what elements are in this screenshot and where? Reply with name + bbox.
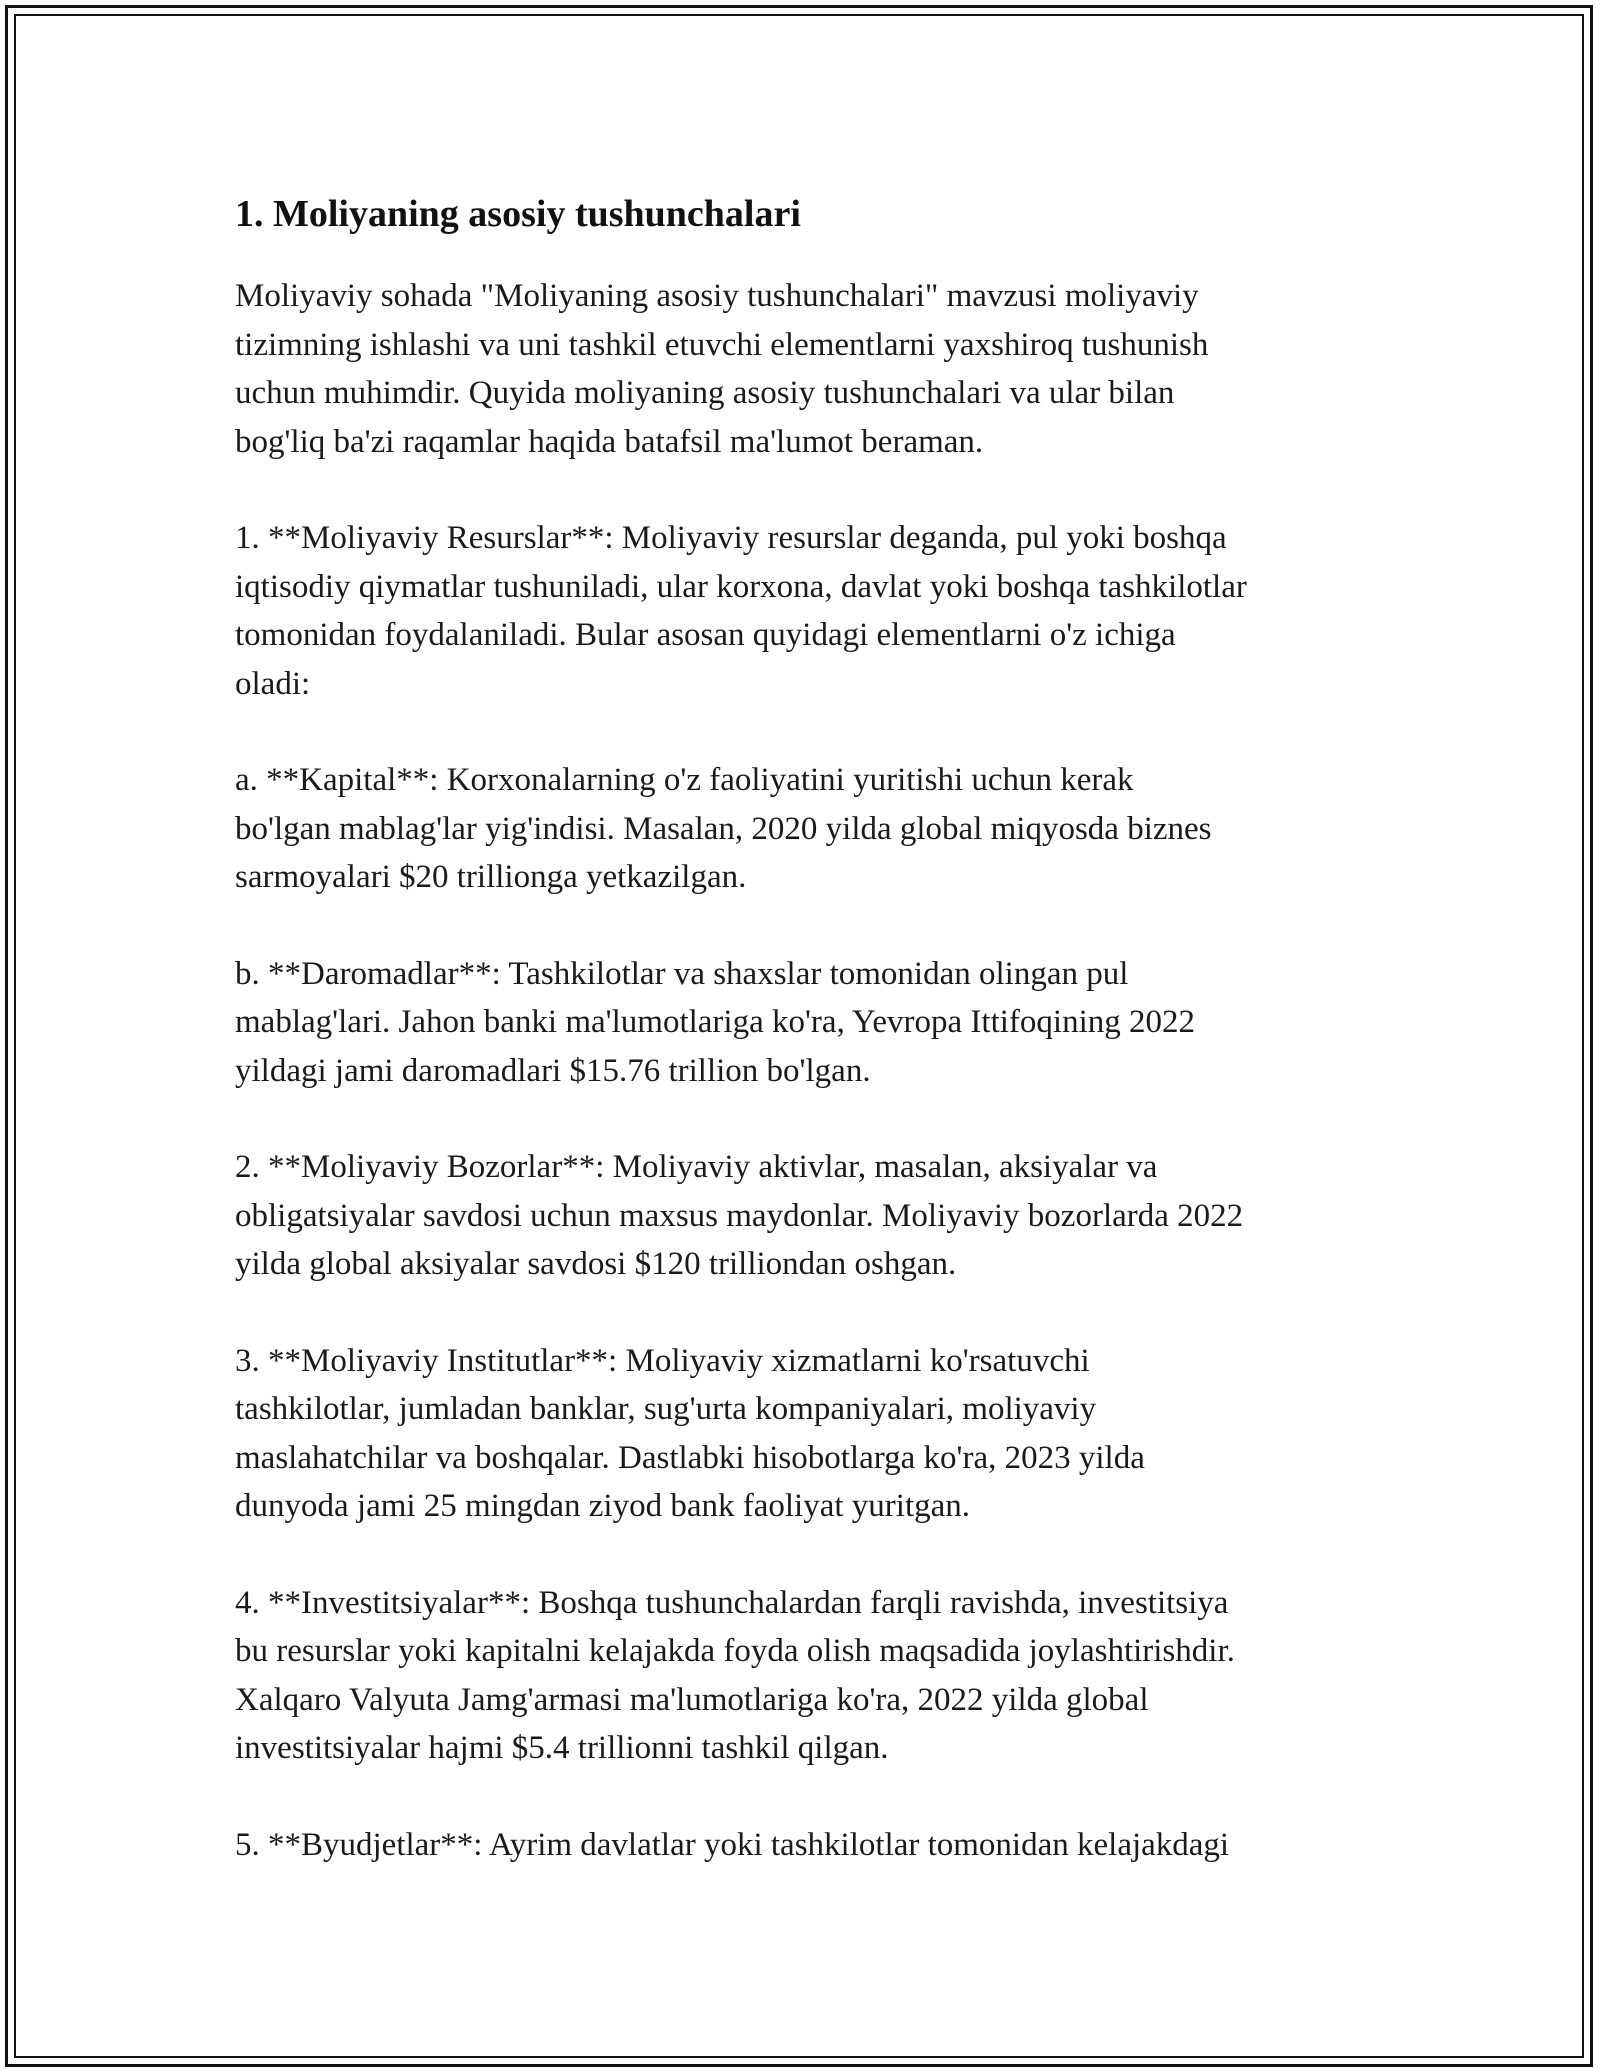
- section-investitsiyalar: 4. **Investitsiyalar**: Boshqa tushunchalardan farqli ravishda, investitsiya bu resurslar yoki kapitalni kelajakda foyda olish maqsadida joylashtirishdir. Xalqaro Valyuta Jamg'armasi ma'lumotlariga ko'ra, 2022 yilda global investitsiyalar hajmi $5.4 trillionni tashkil qilgan.: [235, 1584, 1235, 1766]
- page-title: 1. Moliyaning asosiy tushunchalari: [235, 193, 801, 235]
- subsection-kapital: a. **Kapital**: Korxonalarning o'z faoliyatini yuritishi uchun kerak bo'lgan mablag'lar yig'indisi. Masalan, 2020 yilda global miqyosda biznes sarmoyalari $20 trillionga yetkazilgan.: [235, 762, 1212, 895]
- subsection-daromadlar: b. **Daromadlar**: Tashkilotlar va shaxslar tomonidan olingan pul mablag'lari. Jahon banki ma'lumotlariga ko'ra, Yevropa Ittifoqining 2022 yildagi jami daromadlari $15.76 trillion bo'lgan.: [235, 955, 1195, 1089]
- intro-paragraph: Moliyaviy sohada "Moliyaning asosiy tushunchalari" mavzusi moliyaviy tizimning ishlashi va uni tashkil etuvchi elementlarni yaxshiroq tushunish uchun muhimdir. Quyida moliyaning asosiy tushunchalari va ular bilan bog'liq ba'zi raqamlar haqida batafsil ma'lumot beraman.: [235, 278, 1209, 460]
- section-byudjetlar: 5. **Byudjetlar**: Ayrim davlatlar yoki tashkilotlar tomonidan kelajakdagi: [235, 1826, 1230, 1863]
- section-moliyaviy-bozorlar: 2. **Moliyaviy Bozorlar**: Moliyaviy aktivlar, masalan, aksiyalar va obligatsiyalar savdosi uchun maxsus maydonlar. Moliyaviy bozorlarda 2022 yilda global aksiyalar savdosi $120 trilliondan oshgan.: [235, 1149, 1244, 1282]
- document-body: [235, 186, 1415, 1917]
- section-moliyaviy-resurslar: 1. **Moliyaviy Resurslar**: Moliyaviy resurslar deganda, pul yoki boshqa iqtisodiy qiymatlar tushuniladi, ular korxona, davlat yoki boshqa tashkilotlar tomonidan foydalaniladi. Bular asosan quyidagi elementlarni o'z ichiga oladi:: [235, 520, 1247, 702]
- section-moliyaviy-institutlar: 3. **Moliyaviy Institutlar**: Moliyaviy xizmatlarni ko'rsatuvchi tashkilotlar, jumladan banklar, sug'urta kompaniyalari, moliyaviy maslahatchilar va boshqalar. Dastlabki hisobotlarga ko'ra, 2023 yilda dunyoda jami 25 mingdan ziyod bank faoliyat yuritgan.: [235, 1342, 1145, 1524]
